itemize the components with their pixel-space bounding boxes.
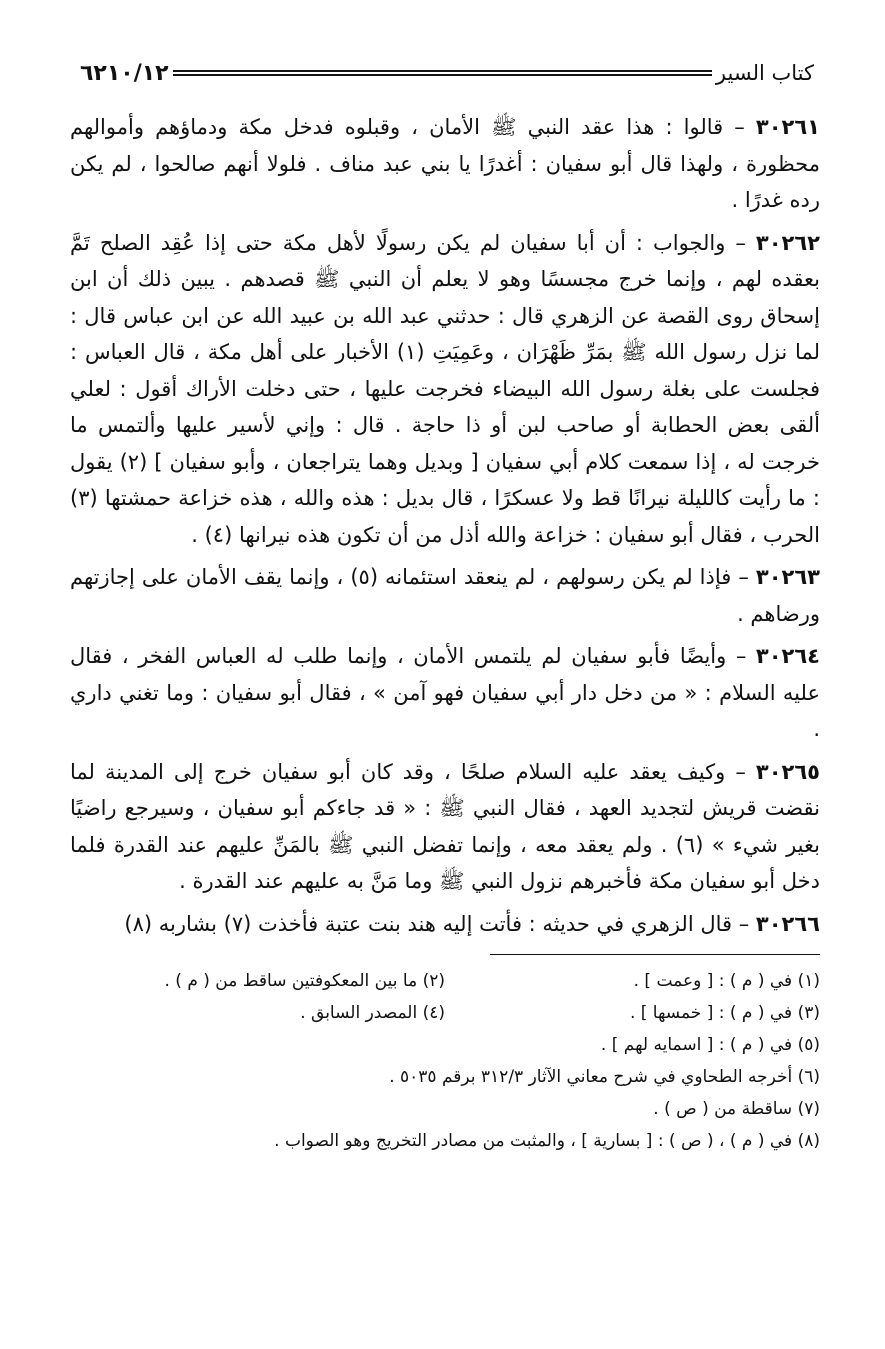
footnote-4: (٤) المصدر السابق . [300,1003,445,1023]
paragraph-number: ٣٠٢٦٣ [755,565,820,589]
paragraph-30261 [70,109,820,219]
footnote-6: (٦) أخرجه الطحاوي في شرح معاني الآثار ٣١٢/٣ برقم ٥٠٣٥ . [389,1067,820,1087]
page-number: ٦٢١٠/١٢ [80,60,169,86]
paragraph-text: – فإذا لم يكن رسولهم ، لم ينعقد استئمانه (٥) ، وإنما يقف الأمان على إجازتهم ورضاهم . [70,565,820,626]
paragraph-30265 [70,754,820,900]
footnote-row [70,997,820,1029]
paragraph-text: – قالوا : هذا عقد النبي ﷺ الأمان ، وقبلوه فدخل مكة ودماؤهم وأموالهم محظورة ، ولهذا قال أبو سفيان : أغدرًا يا بني عبد مناف . فلولا أنهم صالحوا ، لم يكن رده غدرًا . [70,115,820,212]
paragraph-30262 [70,225,820,554]
paragraph-number: ٣٠٢٦٤ [755,644,820,668]
paragraph-text: – وكيف يعقد عليه السلام صلحًا ، وقد كان أبو سفيان خرج إلى المدينة لما نقضت قريش لتجديد العهد ، فقال النبي ﷺ : « قد جاءكم أبو سفيان ، وسيرجع راضيًا بغير شيء » (٦) . ولم يعقد معه ، وإنما تفضل النبي ﷺ بالمَنِّ عليهم عند القدرة فلما دخل أبو سفيان مكة فأخبرهم نزول النبي ﷺ وما مَنَّ به عليهم عند القدرة . [70,759,820,893]
footnote-row [70,965,820,997]
paragraph-30264 [70,638,820,748]
footnote-1: (١) في ( م ) : [ وعمت ] . [633,971,820,991]
running-header [70,55,820,91]
paragraph-30266 [70,906,820,943]
paragraph-number: ٣٠٢٦١ [755,115,820,139]
paragraph-30263 [70,559,820,632]
book-section-title: كتاب السير [715,61,814,85]
main-text [70,109,820,942]
paragraph-number: ٣٠٢٦٢ [755,230,820,255]
paragraph-text: – قال الزهري في حديثه : فأتت إليه هند بنت عتبة فأخذت (٧) بشاربه (٨) [124,911,750,936]
footnote-5: (٥) في ( م ) : [ اسمايه لهم ] . [600,1035,820,1055]
footnote-separator [490,954,820,955]
footnote-7: (٧) ساقطة من ( ص ) . [653,1099,820,1119]
footnote-3: (٣) في ( م ) : [ خمسها ] . [629,1003,820,1023]
book-page [70,55,820,1157]
footnote-8: (٨) في ( م ) ، ( ص ) : [ بسارية ] ، والمثبت من مصادر التخريج وهو الصواب . [274,1131,820,1151]
paragraph-text: – وأيضًا فأبو سفيان لم يلتمس الأمان ، وإنما طلب له العباس الفخر ، فقال عليه السلام : « من دخل دار أبي سفيان فهو آمن » ، فقال أبو سفيان : وما تغني داري . [70,644,820,741]
footnote-2: (٢) ما بين المعكوفتين ساقط من ( م ) . [164,971,445,991]
footnotes [70,965,820,1157]
paragraph-text: – والجواب : أن أبا سفيان لم يكن رسولًا لأهل مكة حتى إذا عُقِد الصلح تَمَّ بعقده لهم ، وإنما خرج مجسسًا وهو لا يعلم أن النبي ﷺ قصدهم . يبين ذلك أن ابن إسحاق روى القصة عن الزهري قال : حدثني عبد الله بن عبيد الله عن ابن عباس قال : لما نزل رسول الله ﷺ بمَرِّ ظَهْرَان ، وعَمِيَتِ (١) الأخبار على أهل مكة ، قال العباس : فجلست على بغلة رسول الله البيضاء فخرجت عليها ، حتى دخلت الأراك أقول : لعلي ألقى بعض الحطابة أو صاحب لبن أو ذا حاجة . قال : وإني لأسير عليها وألتمس ما خرجت له ، إذا سمعت كلام أبي سفيان [ وبديل وهما يتراجعان ، وأبو سفيان ] (٢) يقول : ما رأيت كالليلة نيرانًا قط ولا عسكرًا ، قال بديل : هذه والله ، هذه خزاعة حمشتها (٣) الحرب ، فقال أبو سفيان : خزاعة والله أذل من أن تكون هذه نيرانها (٤) . [70,230,820,547]
header-double-rule [173,70,712,76]
paragraph-number: ٣٠٢٦٦ [755,911,820,936]
paragraph-number: ٣٠٢٦٥ [755,759,820,784]
